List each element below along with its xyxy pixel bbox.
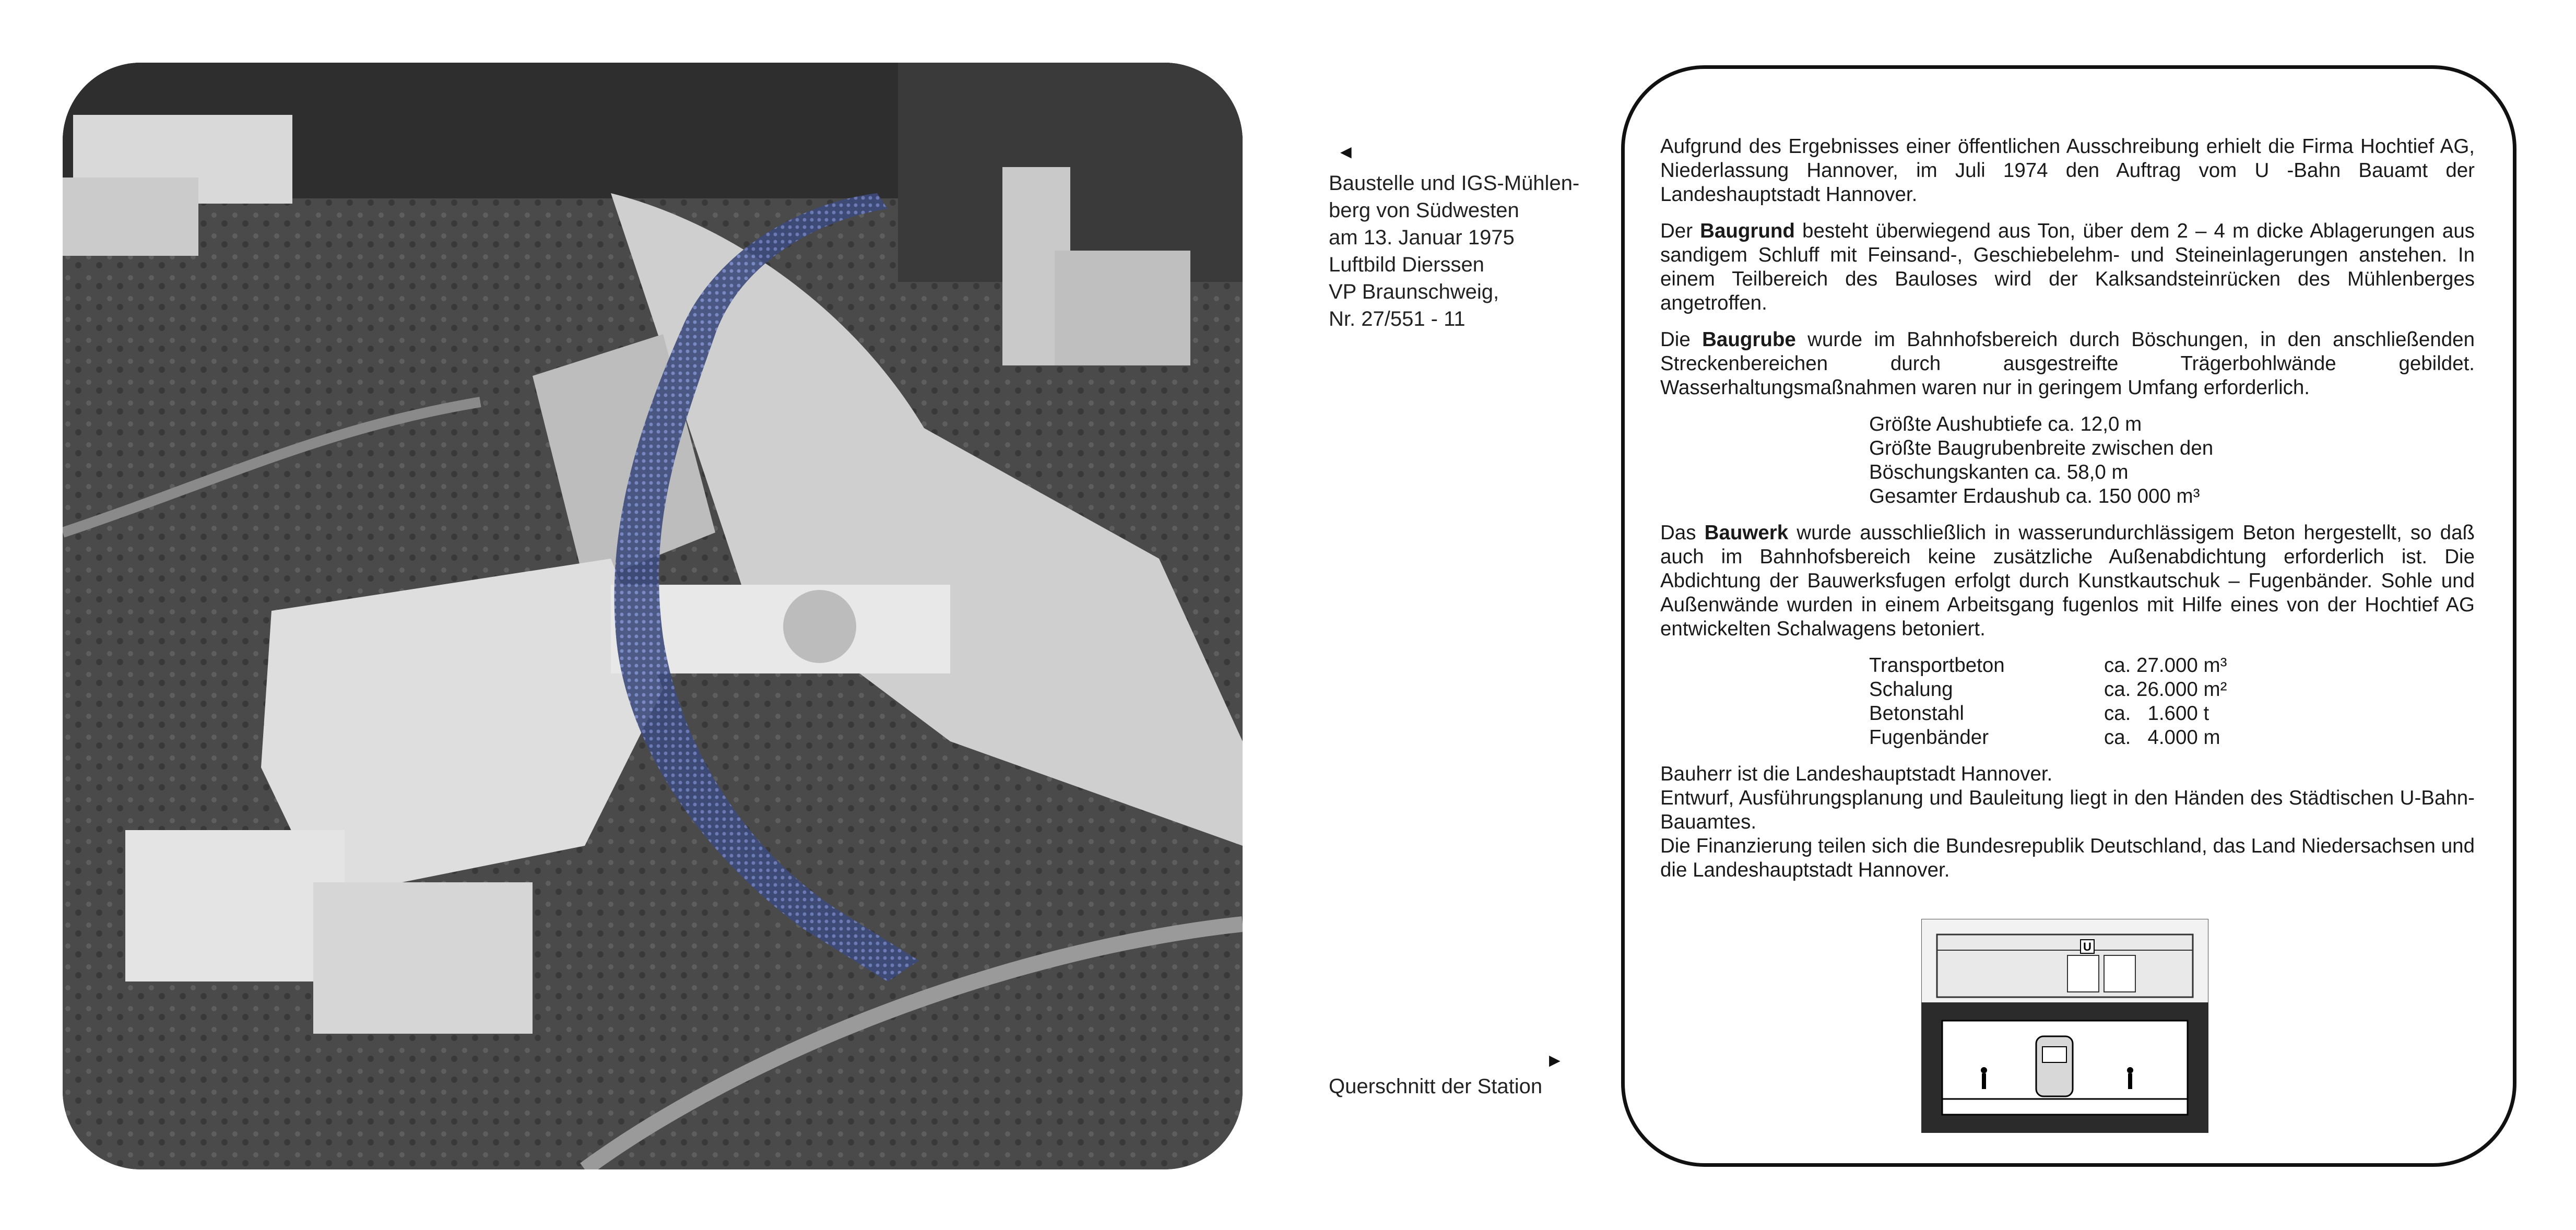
caption-line: berg von Südwesten [1329,199,1519,222]
caption-line: Baustelle und IGS-Mühlen- [1329,172,1580,195]
credit-line: Entwurf, Ausführungsplanung und Bauleitung liegt in den Händen des Städtischen U-Bahn-Bauamtes. [1660,787,2475,833]
quantity-table [1660,654,2475,750]
quantity-value: ca. 1.600 t [2104,702,2209,725]
photo-caption [1329,141,1611,333]
paragraph-contract: Aufgrund des Ergebnisses einer öffentlichen Ausschreibung erhielt die Firma Hochtief AG, Niederlassung Hannover, im Juli 1974 den Auftrag vom U -Bahn Bauamt der Landeshauptstadt Hannover. [1660,135,2475,206]
u-sign: U [2083,940,2091,953]
paragraph-baugrube [1660,328,2475,400]
term-baugrube: Baugrube [1702,328,1796,351]
text-span: Das [1660,522,1705,544]
arrow-right-icon: ► [1545,1049,1564,1071]
quantity-value: ca. 27.000 m³ [2104,654,2227,677]
term-bauwerk: Bauwerk [1704,522,1789,544]
credits [1660,762,2475,882]
spec-line: Böschungskanten ca. 58,0 m [1869,461,2129,483]
quantity-row [1869,654,2475,678]
quantity-row [1869,726,2475,750]
aerial-photo [63,63,1243,1169]
credit-line: Die Finanzierung teilen sich die Bundesrepublik Deutschland, das Land Niedersachsen und die Landeshauptstadt Hannover. [1660,835,2475,881]
spec-line: Gesamter Erdaushub ca. 150 000 m³ [1869,485,2200,507]
quantity-row [1869,702,2475,726]
caption-line: Nr. 27/551 - 11 [1329,308,1466,330]
quantity-item: Betonstahl [1869,702,1964,725]
caption-line: Luftbild Dierssen [1329,253,1484,276]
paragraph-baugrund [1660,219,2475,315]
quantity-value: ca. 4.000 m [2104,726,2220,749]
station-cross-section [1921,919,2208,1133]
text-span: Die [1660,328,1703,351]
aerial-photo-illustration [63,63,1243,1169]
text-span: wurde ausschließlich in wasserundurchlässigem Beton hergestellt, so daß auch im Bahnhofsbereich keine zusätzliche Außenabdichtung erforderlich ist. Die Abdichtung der Bauwerksfugen erfolgt durch Kunstkautschuk – Fugenbänder. Sohle und Außenwände wurden in einem Arbeitsgang fugenlos mit Hilfe eines von der Hochtief AG entwickelten Schalwagens betoniert. [1660,522,2475,640]
text-span: besteht überwiegend aus Ton, über dem 2 – 4 m dicke Ablagerungen aus sandigem Schluff mit Feinsand-, Geschiebelehm- und Steineinlagerungen anstehen. In einem Teilbereich des Bauloses wird der Kalksandsteinrücken des Mühlenberges angetroffen. [1660,220,2475,314]
section-caption: Querschnitt der Station [1329,1075,1543,1098]
caption-line: am 13. Januar 1975 [1329,226,1515,249]
spec-line: Größte Baugrubenbreite zwischen den [1869,437,2214,459]
text-panel [1660,135,2475,882]
paragraph-bauwerk [1660,521,2475,641]
quantity-item: Schalung [1869,678,1953,701]
arrow-left-icon: ◄ [1337,141,1355,162]
term-baugrund: Baugrund [1700,220,1795,242]
caption-line: VP Braunschweig, [1329,280,1499,303]
quantity-item: Fugenbänder [1869,726,1989,749]
quantity-row [1869,678,2475,702]
quantity-value: ca. 26.000 m² [2104,678,2227,701]
text-span: Der [1660,220,1700,242]
spec-list [1660,412,2475,508]
quantity-item: Transportbeton [1869,654,2005,677]
cross-section-illustration [1921,919,2208,1133]
text-span: wurde im Bahnhofsbereich durch Böschungen, in den anschließenden Streckenbereichen durch ausgestreifte Trägerbohlwände gebildet. Wasserhaltungsmaßnahmen waren nur in geringem Umfang erforderlich. [1660,328,2475,399]
credit-line: Bauherr ist die Landeshauptstadt Hannover. [1660,763,2053,785]
spec-line: Größte Aushubtiefe ca. 12,0 m [1869,413,2142,435]
